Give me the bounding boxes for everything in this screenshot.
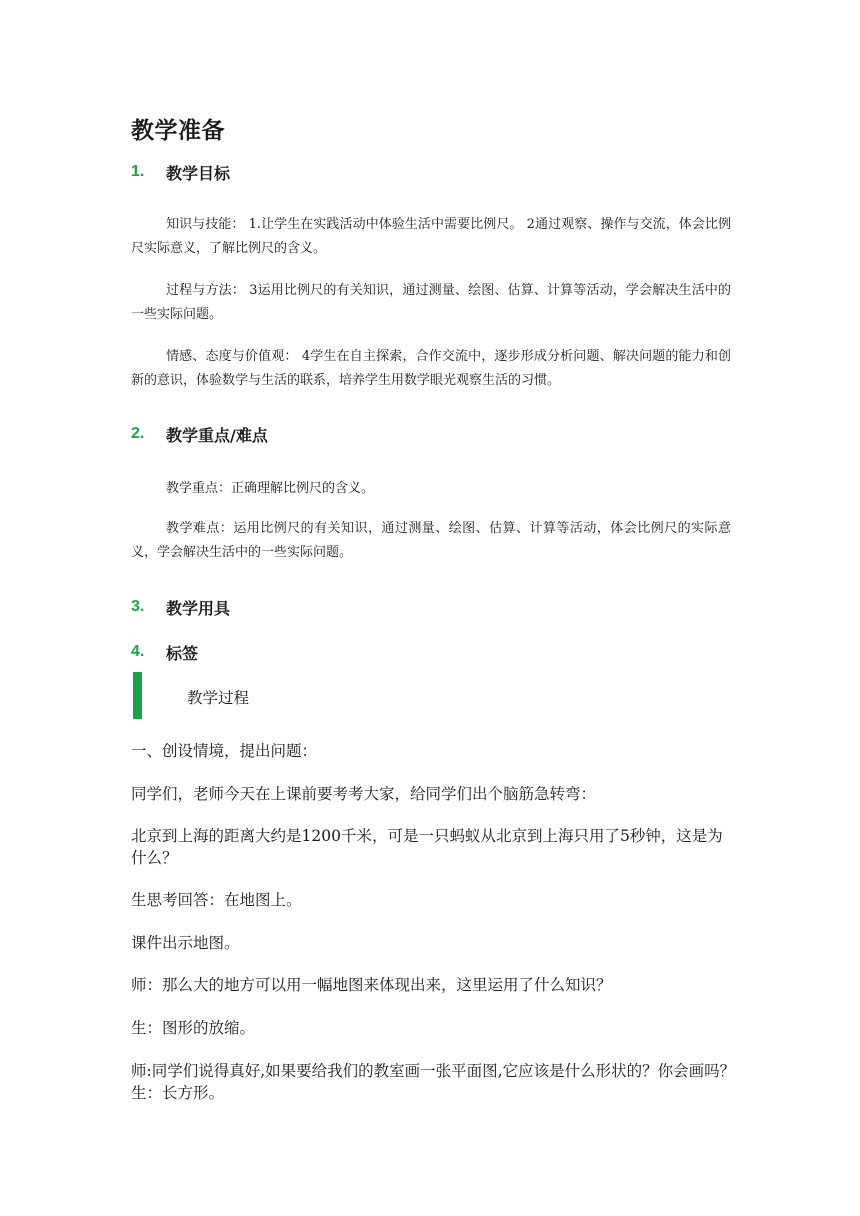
section-title-tags: 标签 [166, 644, 199, 663]
process-paragraph: 生思考回答：在地图上。 [131, 891, 302, 909]
page-title: 教学准备 [131, 118, 225, 144]
process-paragraph: 北京到上海的距离大约是1200千米，可是一只蚂蚁从北京到上海只用了5秒钟，这是为什么？ [131, 827, 723, 867]
process-paragraph: 生：图形的放缩。 [131, 1019, 256, 1037]
process-paragraph: 同学们，老师今天在上课前要考考大家，给同学们出个脑筋急转弯： [131, 785, 597, 803]
key-point-difficulty: 教学难点：运用比例尺的有关知识，通过测量、绘图、估算、计算等活动，体会比例尺的实际意义，学会解决生活中的一些实际问题。 [131, 521, 731, 560]
section-number: 3. [131, 598, 145, 615]
process-paragraph: 一、创设情境，提出问题： [131, 742, 318, 760]
section-title-key-points: 教学重点/难点 [166, 426, 268, 445]
section-number: 2. [131, 425, 145, 442]
section-number: 1. [131, 163, 145, 180]
section-title-objectives: 教学目标 [166, 164, 231, 183]
process-paragraph: 师：那么大的地方可以用一幅地图来体现出来，这里运用了什么知识？ [131, 976, 612, 994]
process-paragraph: 课件出示地图。 [131, 934, 240, 952]
process-accent-bar [133, 672, 142, 719]
key-point-focus: 教学重点：正确理解比例尺的含义。 [166, 481, 375, 496]
objective-knowledge: 知识与技能： 1.让学生在实践活动中体验生活中需要比例尺。 2通过观察、操作与交流，体会比例尺实际意义，了解比例尺的含义。 [131, 217, 731, 256]
objective-method: 过程与方法： 3运用比例尺的有关知识，通过测量、绘图、估算、计算等活动，学会解决生活中的一些实际问题。 [131, 283, 731, 322]
process-heading: 教学过程 [187, 689, 250, 707]
objective-emotion: 情感、态度与价值观： 4学生在自主探索，合作交流中，逐步形成分析问题、解决问题的能力和创新的意识，体验数学与生活的联系，培养学生用数学眼光观察生活的习惯。 [131, 349, 731, 388]
process-paragraph: 师:同学们说得真好,如果要给我们的教室画一张平面图,它应该是什么形状的？你会画吗？ 生：长方形。 [131, 1062, 767, 1102]
section-number: 4. [131, 643, 145, 660]
section-title-tools: 教学用具 [166, 599, 231, 618]
